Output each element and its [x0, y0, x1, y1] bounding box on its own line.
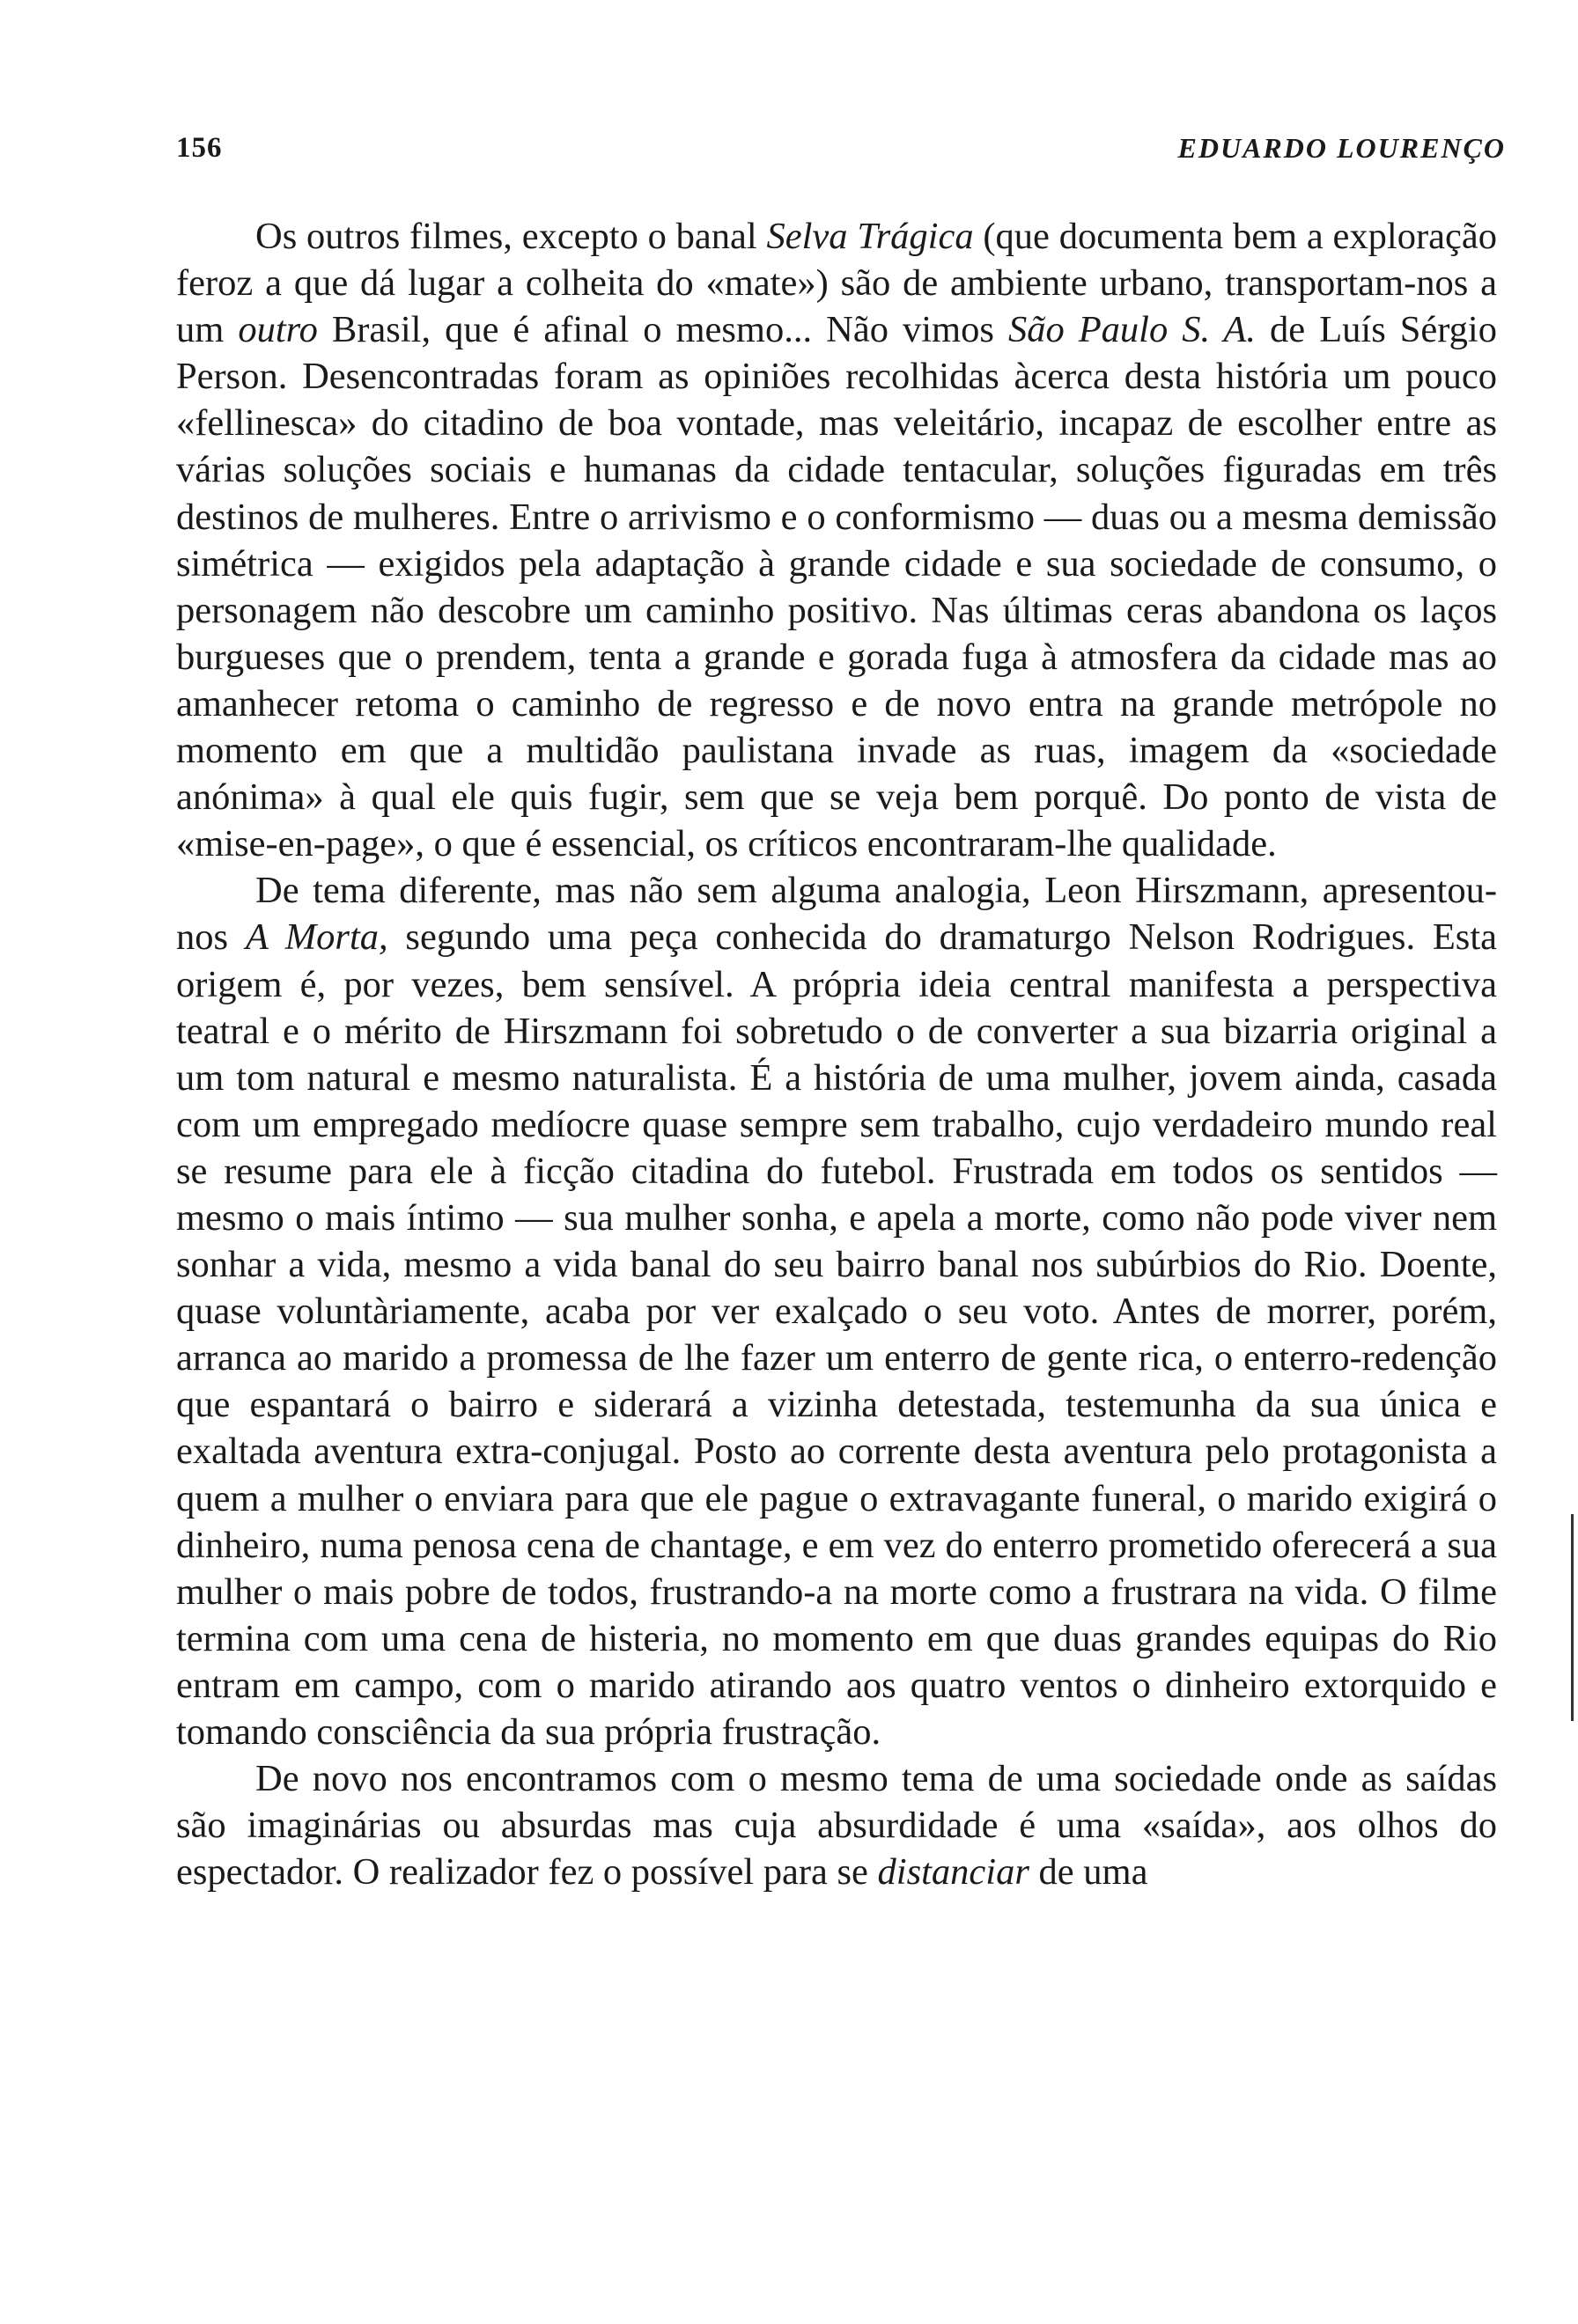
page-header	[176, 132, 1506, 176]
margin-rule	[1571, 1514, 1574, 1721]
italic-title: distanciar	[877, 1851, 1029, 1894]
italic-title: São Paulo S. A.	[1007, 309, 1257, 351]
italic-title: outro	[238, 309, 318, 351]
running-head: EDUARDO LOURENÇO	[1177, 132, 1506, 164]
body-text	[176, 213, 1497, 1895]
paragraph: Os outros filmes, excepto o banal Selva Trágica (que documenta bem a exploração feroz a que dá lugar a colheita do «mate») são de ambiente urbano, transportam-nos a um outro Brasil, que é afinal o mesmo... Não vimos São Paulo S. A. de Luís Sérgio Person. Desencontradas foram as opiniões recolhidas àcerca desta história um pouco «fellinesca» do citadino de boa vontade, mas veleitário, incapaz de escolher entre as várias soluções sociais e humanas da cidade tentacular, soluções figuradas em três destinos de mulheres. Entre o arrivismo e o conformismo — duas ou a mesma demissão simétrica — exigidos pela adaptação à grande cidade e sua sociedade de consumo, o personagem não descobre um caminho positivo. Nas últimas ceras abandona os laços burgueses que o prendem, tenta a grande e gorada fuga à atmosfera da cidade mas ao amanhecer retoma o caminho de regresso e de novo entra na grande metrópole no momento em que a multidão paulistana invade as ruas, imagem da «sociedade anónima» à qual ele quis fugir, sem que se veja bem porquê. Do ponto de vista de «mise-en-page», o que é essencial, os críticos encontraram-lhe qualidade.	[176, 216, 1497, 865]
paragraph: De novo nos encontramos com o mesmo tema de uma sociedade onde as saídas são imaginárias ou absurdas mas cuja absurdidade é uma «saída», aos olhos do espectador. O realizador fez o possível para se distanciar de uma	[176, 1758, 1497, 1894]
paragraph: De tema diferente, mas não sem alguma analogia, Leon Hirszmann, apresentou-nos A Morta, segundo uma peça conhecida do dramaturgo Nelson Rodrigues. Esta origem é, por vezes, bem sensível. A própria ideia central manifesta a perspectiva teatral e o mérito de Hirszmann foi sobretudo o de converter a sua bizarria original a um tom natural e mesmo naturalista. É a história de uma mulher, jovem ainda, casada com um empregado medíocre quase sempre sem trabalho, cujo verdadeiro mundo real se resume para ele à ficção citadina do futebol. Frustrada em todos os sentidos — mesmo o mais íntimo — sua mulher sonha, e apela a morte, como não pode viver nem sonhar a vida, mesmo a vida banal do seu bairro banal nos subúrbios do Rio. Doente, quase voluntàriamente, acaba por ver exalçado o seu voto. Antes de morrer, porém, arranca ao marido a promessa de lhe fazer um enterro de gente rica, o enterro-redenção que espantará o bairro e siderará a vizinha detestada, testemunha da sua única e exaltada aventura extra-conjugal. Posto ao corrente desta aventura pelo protagonista a quem a mulher o enviara para que ele pague o extravagante funeral, o marido exigirá o dinheiro, numa penosa cena de chantage, e em vez do enterro prometido oferecerá a sua mulher o mais pobre de todos, frustrando-a na morte como a frustrara na vida. O filme termina com uma cena de histeria, no momento em que duas grandes equipas do Rio entram em campo, com o marido atirando aos quatro ventos o dinheiro extorquido e tomando consciência da sua própria frustração.	[176, 870, 1498, 1753]
italic-title: A Morta,	[245, 916, 388, 959]
italic-title: Selva Trágica	[766, 216, 974, 257]
page-number: 156	[176, 132, 223, 164]
